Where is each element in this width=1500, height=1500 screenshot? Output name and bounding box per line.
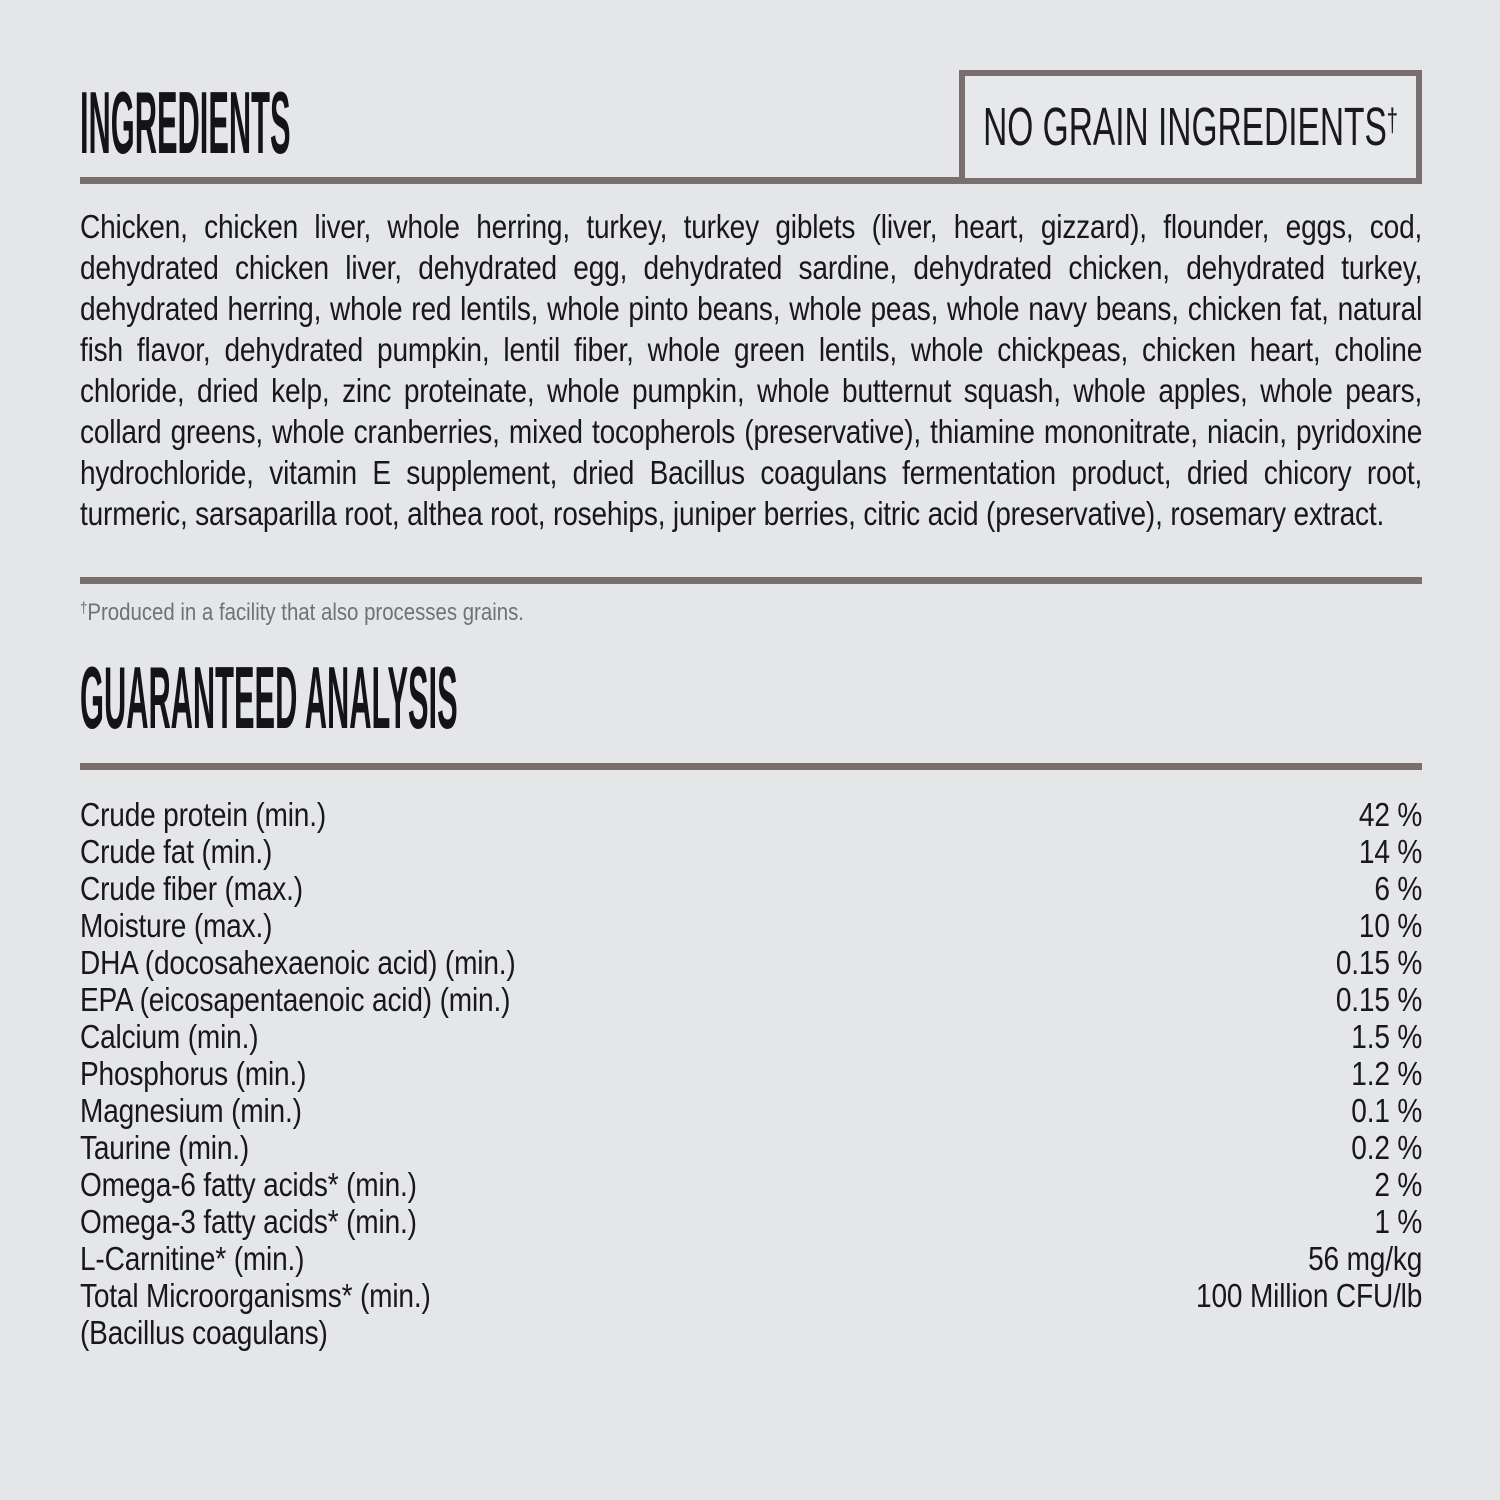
analysis-header	[80, 648, 1422, 747]
no-grain-badge-text: NO GRAIN INGREDIENTS	[983, 97, 1387, 157]
analysis-row	[80, 907, 1422, 944]
analysis-row-label: Calcium (min.)	[80, 1018, 259, 1055]
grain-footnote	[80, 594, 1422, 628]
analysis-row-label: Omega-6 fatty acids* (min.)	[80, 1166, 417, 1203]
analysis-row-value: 2 %	[1374, 1166, 1423, 1203]
analysis-row-label: (Bacillus coagulans)	[80, 1314, 328, 1351]
analysis-row	[80, 1240, 1422, 1277]
analysis-row-label: Total Microorganisms* (min.)	[80, 1277, 431, 1314]
analysis-row-value: 56 mg/kg	[1308, 1240, 1423, 1277]
analysis-row	[80, 944, 1422, 981]
analysis-row-label: DHA (docosahexaenoic acid) (min.)	[80, 944, 516, 981]
analysis-rule	[80, 763, 1422, 770]
analysis-row	[80, 833, 1422, 870]
no-grain-badge-label	[983, 97, 1398, 157]
ingredients-bottom-rule	[80, 577, 1422, 584]
analysis-row-label: Omega-3 fatty acids* (min.)	[80, 1203, 417, 1240]
analysis-row-value: 0.2 %	[1351, 1129, 1423, 1166]
analysis-row	[80, 870, 1422, 907]
analysis-row	[80, 1055, 1422, 1092]
analysis-row-label: EPA (eicosapentaenoic acid) (min.)	[80, 981, 511, 1018]
analysis-row-label: Moisture (max.)	[80, 907, 273, 944]
analysis-row	[80, 1092, 1422, 1129]
ingredients-paragraph: Chicken, chicken liver, whole herring, turkey, turkey giblets (liver, heart, gizzard), flounder, eggs, cod, dehydrated chicken liver, dehydrated egg, dehydrated sardine, dehydrated chicken, dehydrated turkey, dehydrated herring, whole red lentils, whole pinto beans, whole peas, whole navy beans, chicken fat, natural fish flavor, dehydrated pumpkin, lentil fiber, whole green lentils, whole chickpeas, chicken heart, choline chloride, dried kelp, zinc proteinate, whole pumpkin, whole butternut squash, whole apples, whole pears, collard greens, whole cranberries, mixed tocopherols (preservative), thiamine mononitrate, niacin, pyridoxine hydrochloride, vitamin E supplement, dried Bacillus coagulans fermentation product, dried chicory root, turmeric, sarsaparilla root, althea root, rosehips, juniper berries, citric acid (preservative), rosemary extract.	[80, 208, 1423, 532]
footnote-section	[80, 594, 1422, 624]
analysis-row-label: Crude protein (min.)	[80, 796, 327, 833]
analysis-table	[80, 796, 1422, 1351]
ingredients-section	[80, 206, 1422, 575]
analysis-row-label: Magnesium (min.)	[80, 1092, 302, 1129]
analysis-row-value: 6 %	[1374, 870, 1423, 907]
ingredients-header	[80, 0, 1422, 184]
analysis-row	[80, 1166, 1422, 1203]
ingredients-title: INGREDIENTS	[80, 73, 291, 172]
analysis-row-label: Taurine (min.)	[80, 1129, 250, 1166]
analysis-row-value: 1.2 %	[1351, 1055, 1423, 1092]
analysis-row-value: 0.1 %	[1351, 1092, 1423, 1129]
analysis-row-label: Phosphorus (min.)	[80, 1055, 307, 1092]
analysis-row-value: 100 Million CFU/lb	[1196, 1277, 1423, 1314]
analysis-row	[80, 1314, 1422, 1351]
analysis-row-label: L-Carnitine* (min.)	[80, 1240, 305, 1277]
analysis-row-label: Crude fiber (max.)	[80, 870, 303, 907]
analysis-row-value: 0.15 %	[1335, 981, 1423, 1018]
no-grain-badge	[959, 70, 1422, 184]
analysis-row	[80, 1203, 1422, 1240]
analysis-row-value: 10 %	[1358, 907, 1423, 944]
analysis-row-value: 1 %	[1374, 1203, 1423, 1240]
analysis-title: GUARANTEED ANALYSIS	[80, 648, 458, 747]
analysis-row	[80, 1129, 1422, 1166]
analysis-row-value: 0.15 %	[1335, 944, 1423, 981]
analysis-row-label: Crude fat (min.)	[80, 833, 273, 870]
analysis-row	[80, 1277, 1422, 1314]
analysis-row-value: 1.5 %	[1351, 1018, 1423, 1055]
analysis-row	[80, 1018, 1422, 1055]
analysis-row	[80, 796, 1422, 833]
analysis-row-value: 14 %	[1358, 833, 1423, 870]
analysis-section	[80, 796, 1422, 1351]
dagger-icon: †	[80, 600, 88, 617]
dagger-icon: †	[1386, 102, 1398, 138]
analysis-row-value: 42 %	[1358, 796, 1423, 833]
grain-footnote-text: Produced in a facility that also processes grains.	[87, 599, 524, 626]
analysis-row	[80, 981, 1422, 1018]
